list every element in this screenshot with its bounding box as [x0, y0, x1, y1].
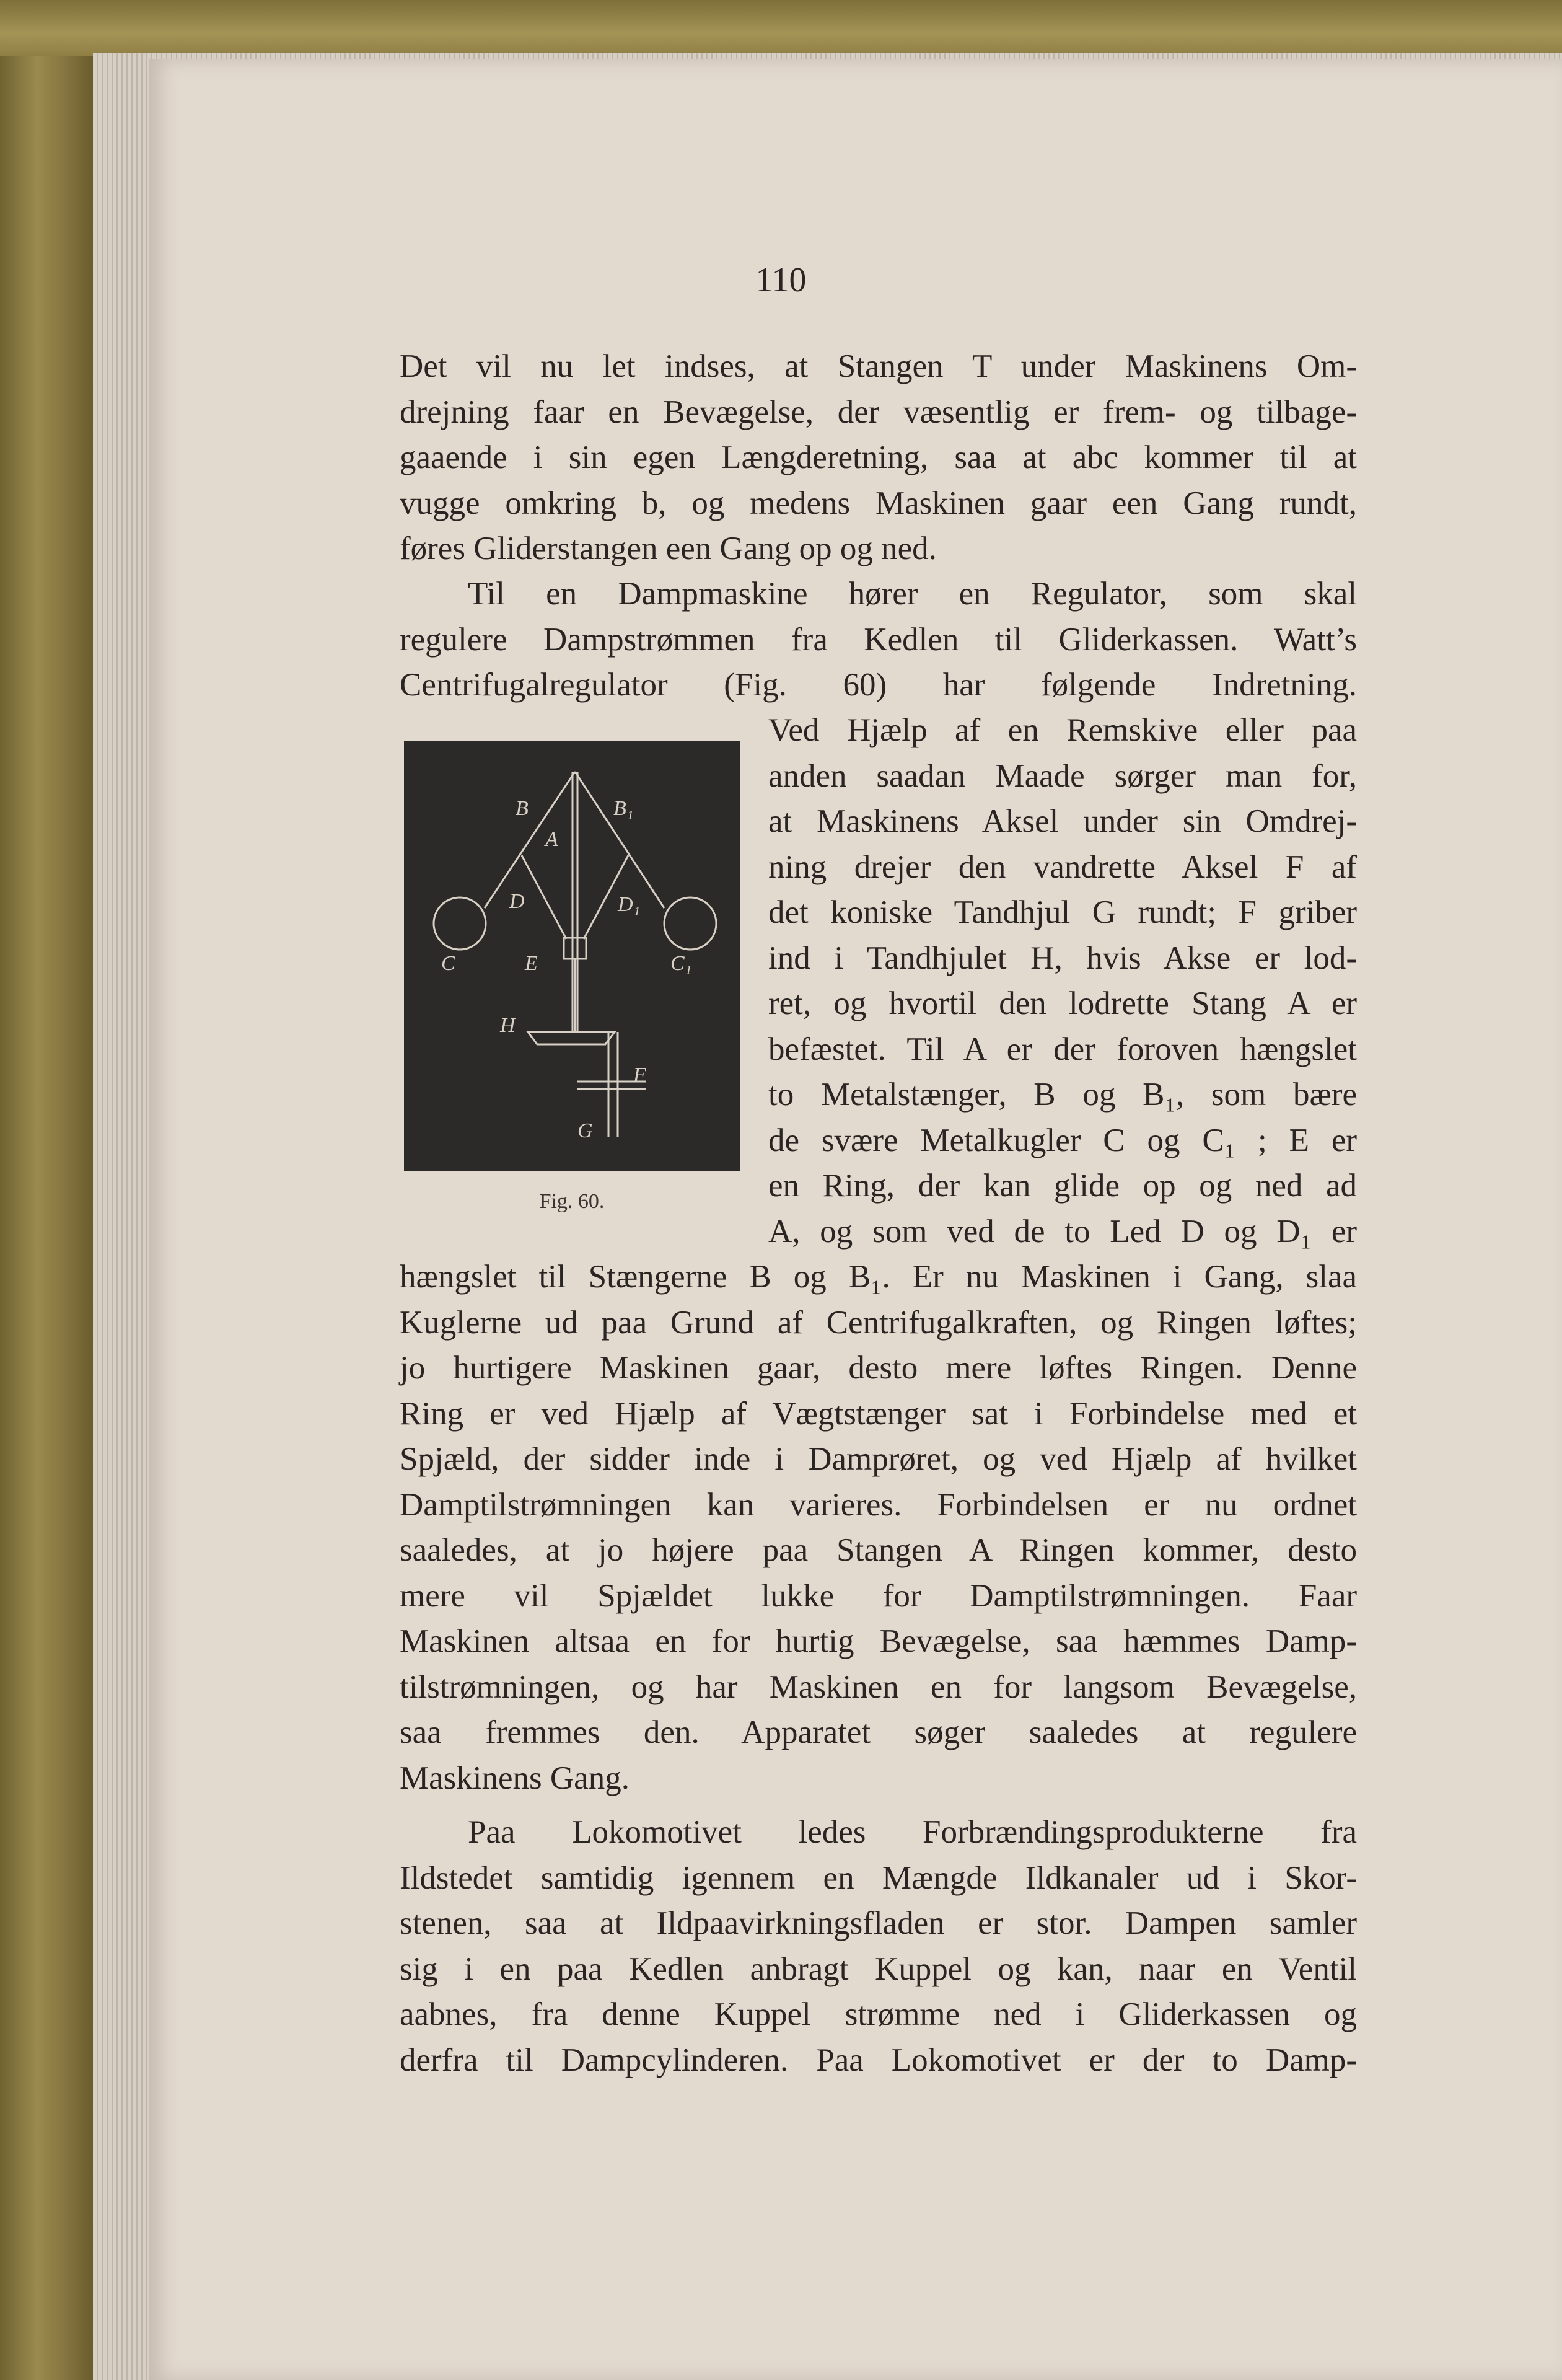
text-line: Damptilstrømningen kan varieres. Forbindelsen er nu ordnet [400, 1486, 1357, 1523]
label-B: B [516, 797, 529, 820]
text-line: Ring er ved Hjælp af Vægtstænger sat i Forbindelse med et [400, 1395, 1357, 1432]
text-line: en Ring, der kan glide op og ned ad [768, 1168, 1357, 1204]
paragraph-2-side [768, 708, 1357, 1254]
text-line: Maskinens Gang. [400, 1760, 630, 1796]
text-line: sig i en paa Kedlen anbragt Kuppel og kan, naar en Ventil [400, 1950, 1357, 1987]
text-line: stenen, saa at Ildpaavirkningsfladen er stor. Dampen samler [400, 1905, 1357, 1941]
text-line: saa fremmes den. Apparatet søger saaledes at regulere [400, 1714, 1357, 1750]
paragraph-2-rest [400, 1254, 1357, 1801]
text-line: Spjæld, der sidder inde i Damprøret, og ved Hjælp af hvilket [400, 1441, 1357, 1477]
text-line: hængslet til Stængerne B og B₁. Er nu Maskinen i Gang, slaa [400, 1259, 1357, 1295]
label-F: F [633, 1064, 646, 1086]
text-line: Maskinen altsaa en for hurtig Bevægelse, saa hæmmes Damp- [400, 1623, 1357, 1659]
text-line: derfra til Dampcylinderen. Paa Lokomotivet er der to Damp- [400, 2042, 1357, 2078]
paragraph-1 [400, 344, 1357, 572]
text-line: befæstet. Til A er der foroven hængslet [768, 1031, 1357, 1067]
text-line: Det vil nu let indses, at Stangen T under Maskinens Om- [400, 348, 1357, 384]
text-line: ret, og hvortil den lodrette Stang A er [768, 985, 1357, 1021]
text-line: ind i Tandhjulet H, hvis Akse er lod- [768, 940, 1357, 976]
book-cover-left [0, 0, 93, 2380]
text-line: jo hurtigere Maskinen gaar, desto mere løftes Ringen. Denne [400, 1350, 1357, 1386]
paragraph-2-top [400, 571, 1357, 708]
label-D1: D₁ [618, 893, 641, 916]
text-line: vugge omkring b, og medens Maskinen gaar een Gang rundt, [400, 485, 1357, 521]
text-line: føres Gliderstangen een Gang op og ned. [400, 531, 937, 566]
label-E: E [525, 952, 538, 975]
text-line: Ved Hjælp af en Remskive eller paa [768, 712, 1357, 748]
text-line: Kuglerne ud paa Grund af Centrifugalkraften, og Ringen løftes; [400, 1304, 1357, 1341]
text-line: Paa Lokomotivet ledes Forbrændingsprodukterne fra [468, 1814, 1357, 1850]
text-line: Centrifugalregulator (Fig. 60) har følgende Indretning. [400, 667, 1357, 703]
text-line: drejning faar en Bevægelse, der væsentlig er frem- og tilbage- [400, 394, 1357, 430]
figure-centrifugal-governor [404, 741, 740, 1171]
text-line: mere vil Spjældet lukke for Damptilstrømningen. Faar [400, 1577, 1357, 1614]
text-line: de svære Metalkugler C og C₁ ; E er [768, 1122, 1357, 1158]
text-line: aabnes, fra denne Kuppel strømme ned i Gliderkassen og [400, 1996, 1357, 2032]
text-line: to Metalstænger, B og B₁, som bære [768, 1077, 1357, 1113]
label-C: C [441, 952, 455, 975]
governor-illustration [404, 741, 740, 1171]
text-line: ning drejer den vandrette Aksel F af [768, 848, 1357, 885]
label-A: A [545, 828, 558, 851]
paragraph-3 [400, 1810, 1357, 2083]
text-line: at Maskinens Aksel under sin Omdrej- [768, 803, 1357, 839]
text-line: gaaende i sin egen Længderetning, saa at abc kommer til at [400, 439, 1357, 475]
book-cover-top [0, 0, 1562, 56]
text-line: tilstrømningen, og har Maskinen en for langsom Bevægelse, [400, 1668, 1357, 1705]
text-line: Ildstedet samtidig igennem en Mængde Ildkanaler ud i Skor- [400, 1859, 1357, 1896]
text-line: Til en Dampmaskine hører en Regulator, som skal [468, 576, 1357, 612]
text-line: regulere Dampstrømmen fra Kedlen til Gliderkassen. Watt’s [400, 621, 1357, 658]
text-line: A, og som ved de to Led D og D₁ er [768, 1213, 1357, 1250]
label-D: D [509, 890, 525, 913]
label-G: G [577, 1119, 593, 1142]
text-line: anden saadan Maade sørger man for, [768, 757, 1357, 794]
page-number: 110 [755, 261, 807, 299]
label-B1: B₁ [613, 797, 634, 820]
figure-caption: Fig. 60. [539, 1190, 605, 1213]
label-C1: C₁ [670, 952, 692, 975]
label-H: H [500, 1014, 516, 1037]
text-line: det koniske Tandhjul G rundt; F griber [768, 894, 1357, 930]
text-line: saaledes, at jo højere paa Stangen A Ringen kommer, desto [400, 1532, 1357, 1568]
